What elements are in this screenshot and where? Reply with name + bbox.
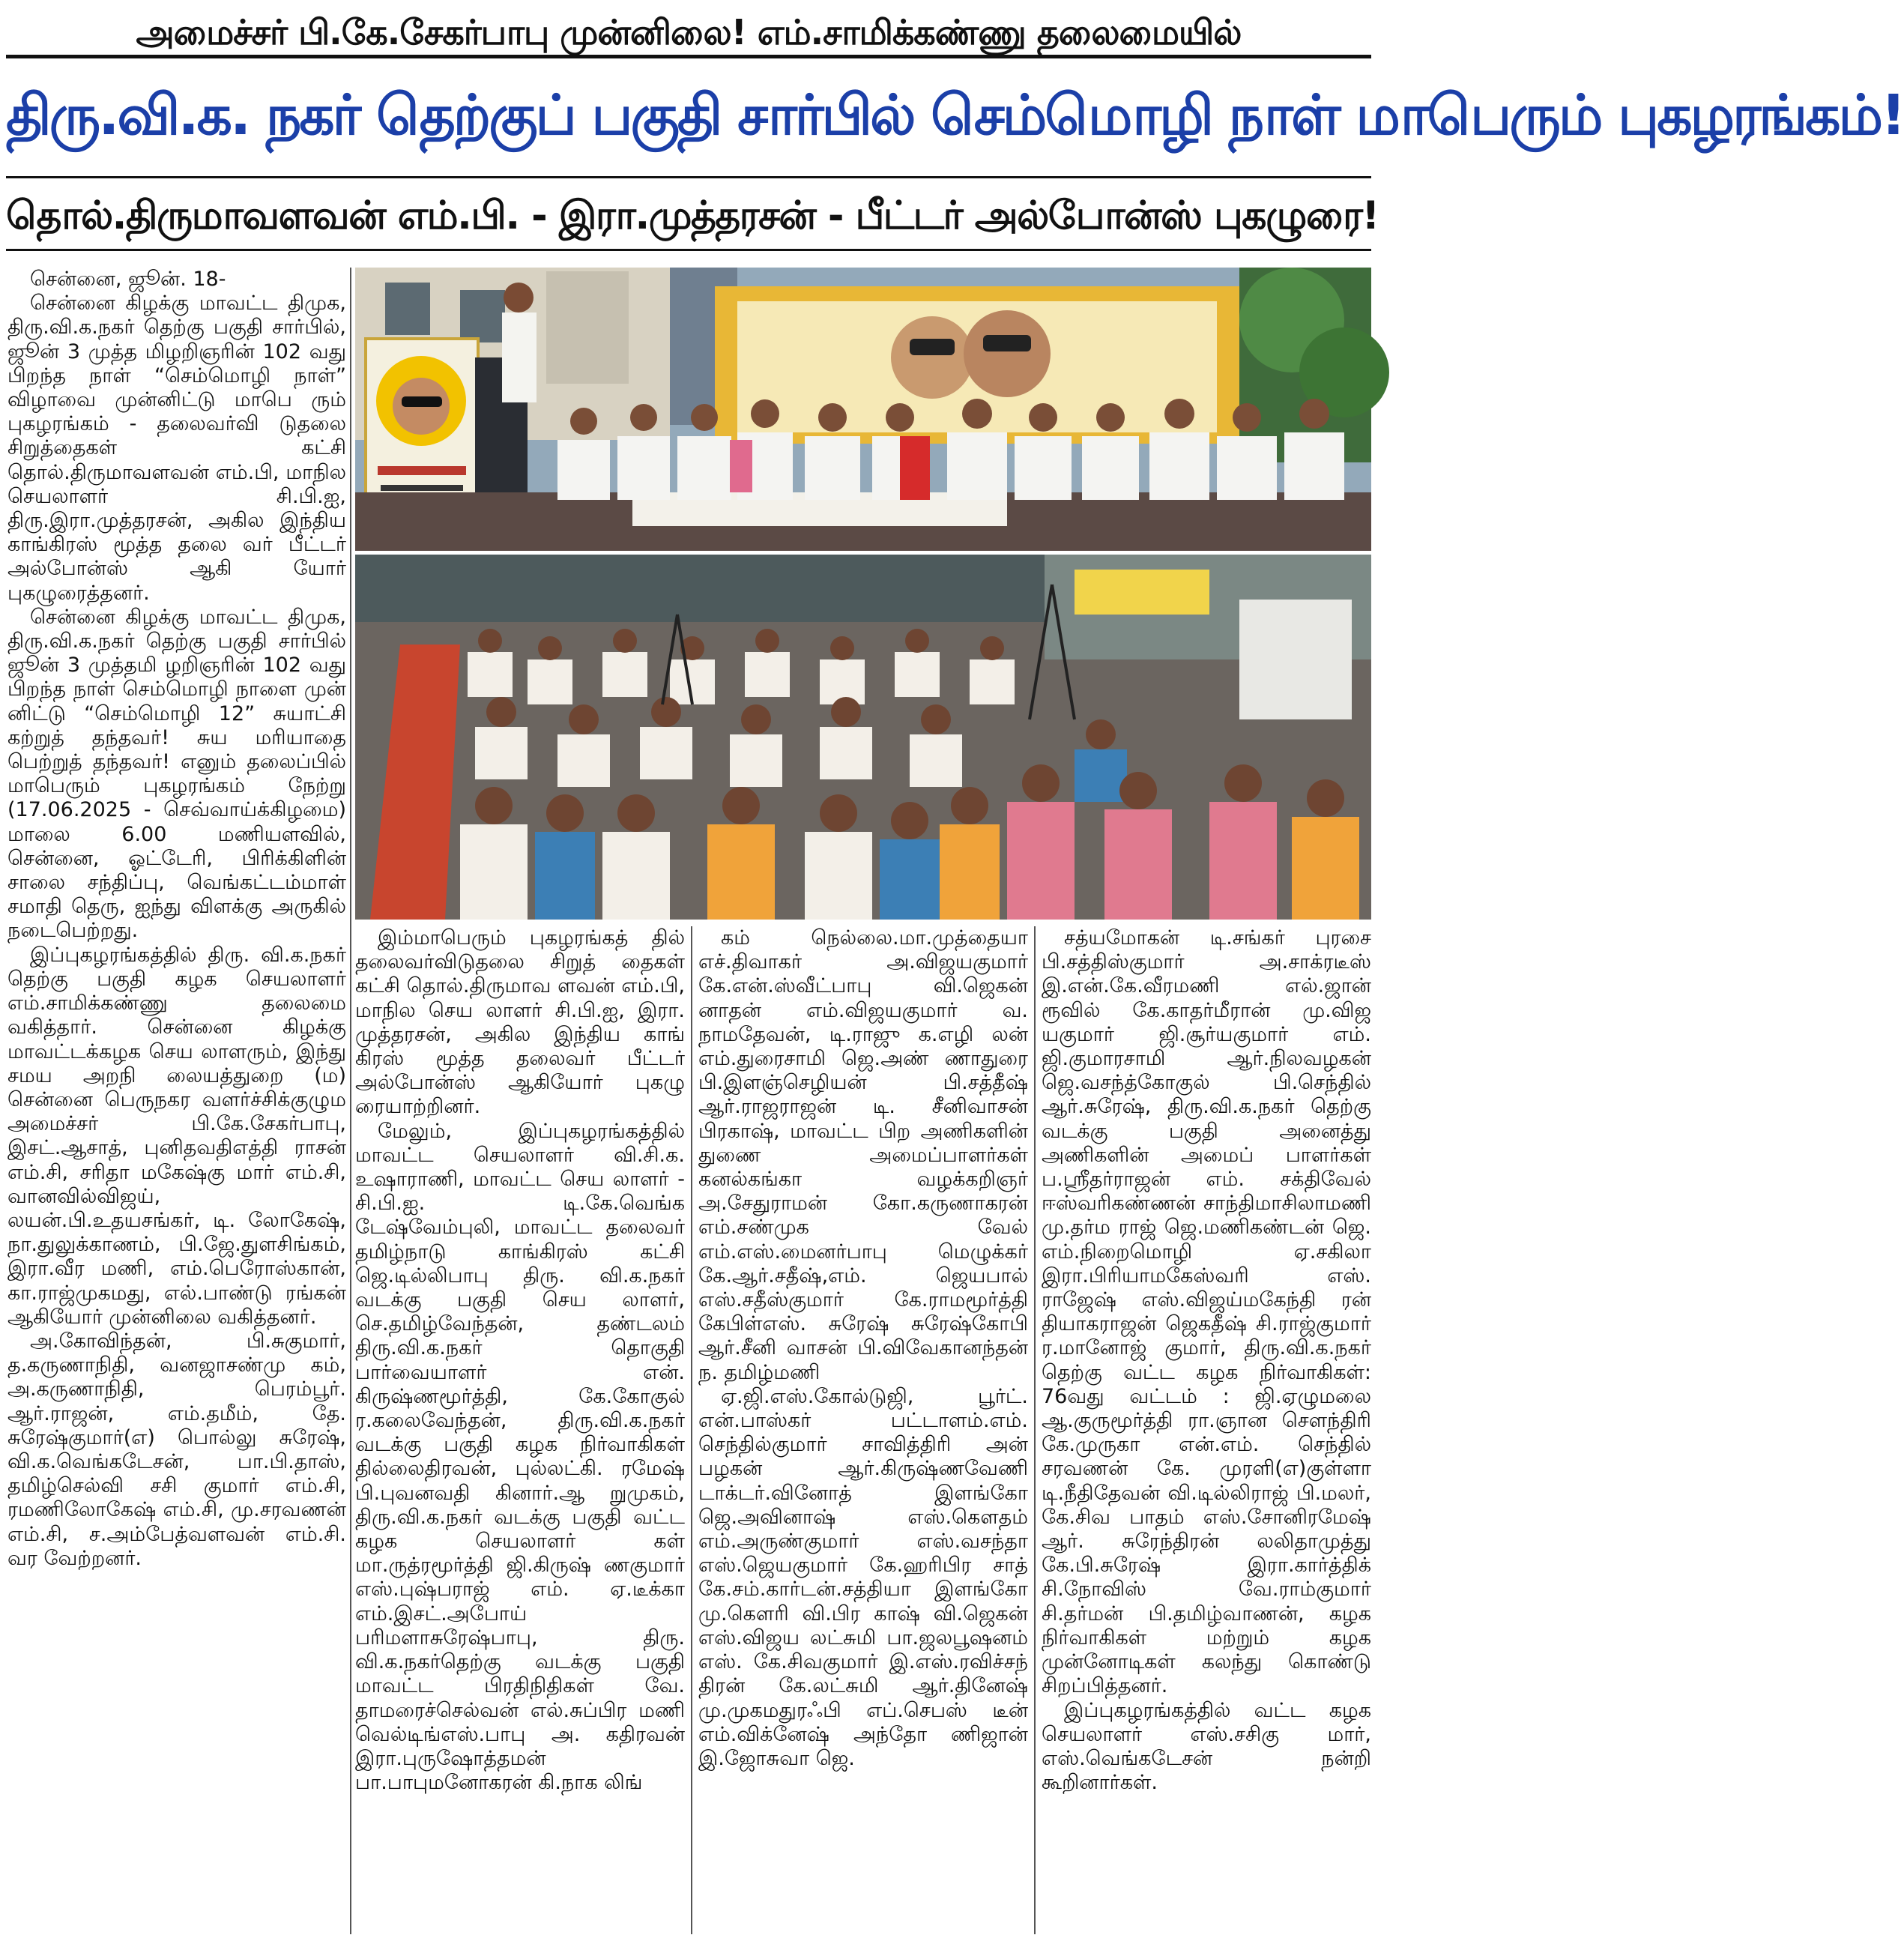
photo-block: [355, 268, 1371, 920]
dateline: சென்னை, ஜூன். 18-: [30, 268, 226, 291]
column-divider: [1034, 926, 1036, 1934]
article-paragraph: இப்புகழரங்கத்தில் திரு. வி.க.நகர் தெற்கு பகுதி கழக செயலாளர் எம்.சாமிக்கண்ணு தலைமை வகித்தார். சென்னை கிழக்கு மாவட்டக்கழக செய லாளரும், இந்து சமய அறநி லையத்துறை (ம) சென்னை பெருநகர வளர்ச்சிக்குழும அமைச்சர் பி.கே.சேகர்பாபு, இசட்.ஆசாத், புனிதவதிஎத்தி ராசன் எம்.சி, சரிதா மகேஷ்கு மார் எம்.சி, வானவில்விஜய், லயன்.பி.உதயசங்கர், டி. லோகேஷ், நா.துலுக்காணம், பி.ஜே.துளசிங்கம், இரா.வீர மணி, எம்.பெரோஸ்கான், கா.ராஜ்முகமது, எல்.பாண்டு ரங்கன் ஆகியோர் முன்னிலை வகித்தனர்.: [7, 943, 346, 1329]
stage-illustration: [355, 268, 1371, 551]
article-paragraph: சென்னை கிழக்கு மாவட்ட திமுக, திரு.வி.க.நகர் தெற்கு பகுதி சார்பில், ஜூன் 3 முத்த மிழறிஞரின் 102 வது பிறந்த நாள் “செம்மொழி நாள்” விழாவை முன்னிட்டு மாபெ ரும் புகழரங்கம் - தலைவர்வி டுதலை சிறுத்தைகள் கட்சி தொல்.திருமாவளவன் எம்.பி, மாநில செயலாளர் சி.பி.ஐ, திரு.இரா.முத்தரசன், அகில இந்திய காங்கிரஸ் மூத்த தலை வர் பீட்டர் அல்போன்ஸ் ஆகி யோர் புகழுரைத்தனர்.: [7, 292, 346, 605]
column-divider: [691, 926, 692, 1934]
article-paragraph: அ.கோவிந்தன், பி.சுகுமார், த.கருணாநிதி, வனஜாசண்மு கம், அ.கருணாநிதி, பெரம்பூர். ஆர்.ராஜன், எம்.தமீம், தே. சுரேஷ்குமார்(எ) பொல்லு சுரேஷ், வி.க.வெங்கடேசன், பா.பி.தாஸ், தமிழ்செல்வி சசி குமார் எம்.சி, ரமணிலோகேஷ் எம்.சி, மு.சரவணன் எம்.சி, ச.அம்பேத்வளவன் எம்.சி. வர வேற்றனர்.: [7, 1329, 346, 1570]
article-paragraph: இப்புகழரங்கத்தில் வட்ட கழக செயலாளர் எஸ்.சசிகு மார், எஸ்.வெங்கடேசன் நன்றி கூறினார்கள்.: [1042, 1698, 1371, 1795]
article-paragraph: இம்மாபெரும் புகழரங்கத் தில் தலைவர்விடுதலை சிறுத் தைகள் கட்சி தொல்.திருமாவ ளவன் எம்.பி, மாநில செய லாளர் சி.பி.ஐ, இரா. முத்தரசன், அகில இந்திய காங் கிரஸ் மூத்த தலைவர் பீட்டர் அல்போன்ஸ் ஆகியோர் புகழு ரையாற்றினர்.: [355, 926, 685, 1119]
crowd-photo: [355, 555, 1371, 920]
article-column-2: [355, 926, 685, 1934]
article-column-1: [7, 268, 346, 1934]
kicker-line: அமைச்சர் பி.கே.சேகர்பாபு முன்னிலை! எம்.சாமிக்கண்ணு தலைமையில்: [6, 6, 1371, 58]
article-paragraph: சத்யமோகன் டி.சங்கர் புரசை பி.சத்திஸ்குமார் அ.சாக்ரடீஸ் இ.என்.கே.வீரமணி எல்.ஜான் ரூவில் கே.காதர்மீரான் மு.விஜ யகுமார் ஜி.சூர்யகுமார் எம். ஜி.குமாரசாமி ஆர்.நிலவழகன் ஜெ.வசந்த்கோகுல் பி.செந்தில் ஆர்.சுரேஷ், திரு.வி.க.நகர் தெற்கு வடக்கு பகுதி அனைத்து அணிகளின் அமைப் பாளர்கள் ப.ஸ்ரீதர்ராஜன் எம். சக்திவேல் ஈஸ்வரிகண்ணன் சாந்திமாசிலாமணி மு.தர்ம ராஜ் ஜெ.மணிகண்டன் ஜெ. எம்.நிறைமொழி ஏ.சகிலா இரா.பிரியாமகேஸ்வரி எஸ். ராஜேஷ் எஸ்.விஜய்மகேந்தி ரன் தியாகராஜன் ஜெகதீஷ் சி.ராஜ்குமார் ர.மானோஜ் குமார், திரு.வி.க.நகர் தெற்கு வட்ட கழக நிர்வாகிகள்: 76வது வட்டம் : ஜி.ஏழுமலை ஆ.குருமூர்த்தி ரா.ஞான சௌந்திரி கே.முருகா என்.எம். செந்தில் சரவணன் கே. முரளி(எ)குள்ளா டி.நீதிதேவன் வி.டில்லிராஜ் பி.மலர், கே.சிவ பாதம் எஸ்.சோனிரமேஷ் ஆர். சுரேந்திரன் லலிதாமுத்து கே.பி.சுரேஷ் இரா.கார்த்திக் சி.நோவிஸ் வே.ராம்குமார் சி.தர்மன் பி.தமிழ்வாணன், கழக நிர்வாகிகள் மற்றும் கழக முன்னோடிகள் கலந்து கொண்டு சிறப்பித்தனர்.: [1042, 926, 1371, 1698]
article-column-3: [698, 926, 1028, 1934]
article-paragraph: கம் நெல்லை.மா.முத்தையா எச்.திவாகர் அ.விஜயகுமார் கே.என்.ஸ்வீட்பாபு வி.ஜெகன் னாதன் எம்.விஜயகுமார் வ. நாமதேவன், டி.ராஜு க.எழி லன் எம்.துரைசாமி ஜெ.அண் ணாதுரை பி.இளஞ்செழியன் பி.சத்தீஷ் ஆர்.ராஜராஜன் டி. சீனிவாசன் பிரகாஷ், மாவட்ட பிற அணிகளின் துணை அமைப்பாளர்கள் கனல்கங்கா வழக்கறிஞர் அ.சேதுராமன் கோ.கருணாகரன் எம்.சண்முக வேல் எம்.எஸ்.மைனர்பாபு மெழுக்கர் கே.ஆர்.சதீஷ்,எம். ஜெயபால் எஸ்.சதீஸ்குமார் கே.ராமமூர்த்தி கேபிள்எஸ். சுரேஷ் சுரேஷ்கோபி ஆர்.சீனி வாசன் பி.விவேகானந்தன் ந. தமிழ்மணி: [698, 926, 1028, 1384]
article-column-4: [1042, 926, 1371, 1934]
crowd-illustration: [355, 555, 1371, 920]
column-divider: [350, 268, 351, 1934]
stage-photo: [355, 268, 1371, 551]
article-paragraph: சென்னை கிழக்கு மாவட்ட திமுக, திரு.வி.க.நகர் தெற்கு பகுதி சார்பில் ஜூன் 3 முத்தமி ழறிஞரின் 102 வது பிறந்த நாள் செம்மொழி நாளை முன் னிட்டு “செம்மொழி 12” சுயாட்சி கற்றுத் தந்தவர்! சுய மரியாதை பெற்றுத் தந்தவர்! எனும் தலைப்பில் மாபெரும் புகழரங்கம் நேற்று (17.06.2025 - செவ்வாய்க்கிழமை) மாலை 6.00 மணியளவில், சென்னை, ஓட்டேரி, பிரிக்கிளின் சாலை சந்திப்பு, வெங்கட்டம்மாள் சமாதி தெரு, ஐந்து விளக்கு அருகில் நடைபெற்றது.: [7, 605, 346, 943]
subheadline: தொல்.திருமாவளவன் எம்.பி. - இரா.முத்தரசன் - பீட்டர் அல்போன்ஸ் புகழுரை!: [6, 176, 1371, 251]
article-paragraph: மேலும், இப்புகழரங்கத்தில் மாவட்ட செயலாளர் வி.சி.க. உஷாராணி, மாவட்ட செய லாளர் - சி.பி.ஐ. டி.கே.வெங்க டேஷ்வேம்புலி, மாவட்ட தலைவர் தமிழ்நாடு காங்கிரஸ் கட்சி ஜெ.டில்லிபாபு திரு. வி.க.நகர் வடக்கு பகுதி செய லாளர், செ.தமிழ்வேந்தன், தண்டலம் திரு.வி.க.நகர் தொகுதி பார்வையாளர் என். கிருஷ்ணமூர்த்தி, கே.கோகுல் ர.கலைவேந்தன், திரு.வி.க.நகர் வடக்கு பகுதி கழக நிர்வாகிகள் தில்லைதிரவன், புல்லட்கி. ரமேஷ் பி.புவனவதி கினார்.ஆ றுமுகம், திரு.வி.க.நகர் வடக்கு பகுதி வட்ட கழக செயலாளர் கள் மா.ருத்ரமூர்த்தி ஜி.கிருஷ் ணகுமார் எஸ்.புஷ்பராஜ் எம். ஏ.டீக்கா எம்.இசட்.அபோய் பரிமளாசுரேஷ்பாபு, திரு. வி.க.நகர்தெற்கு வடக்கு பகுதி மாவட்ட பிரதிநிதிகள் வே. தாமரைச்செல்வன் எல்.சுப்பிர மணி வெல்டிங்எஸ்.பாபு அ. கதிரவன் இரா.புருஷோத்தமன் பா.பாபுமனோகரன் கி.நாக லிங்: [355, 1119, 685, 1795]
article-paragraph: ஏ.ஜி.எஸ்.கோல்டுஜி, பூர்ட். என்.பாஸ்கர் பட்டாளம்.எம். செந்தில்குமார் சாவித்திரி அன் பழகன் ஆர்.கிருஷ்ணவேணி டாக்டர்.வினோத் இளங்கோ ஜெ.அவினாஷ் எஸ்.கௌதம் எம்.அருண்குமார் எஸ்.வசந்தா எஸ்.ஜெயகுமார் கே.ஹரிபிர சாத் கே.சம்.கார்டன்.சத்தியா இளங்கோ மு.கௌரி வி.பிர காஷ் வி.ஜெகன் எஸ்.விஜய லட்சுமி பா.ஜலபூஷனம் எஸ். கே.சிவகுமார் இ.எஸ்.ரவிச்சந் திரன் கே.லட்சுமி ஆர்.தினேஷ் மு.முகமதுரஃபி எப்.செபஸ் டீன் எம்.விக்னேஷ் அந்தோ ணிஜான் இ.ஜோசுவா ஜெ.: [698, 1384, 1028, 1770]
headline: திரு.வி.க. நகர் தெற்குப் பகுதி சார்பில் செம்மொழி நாள் மாபெரும் புகழரங்கம்!: [6, 83, 1904, 148]
